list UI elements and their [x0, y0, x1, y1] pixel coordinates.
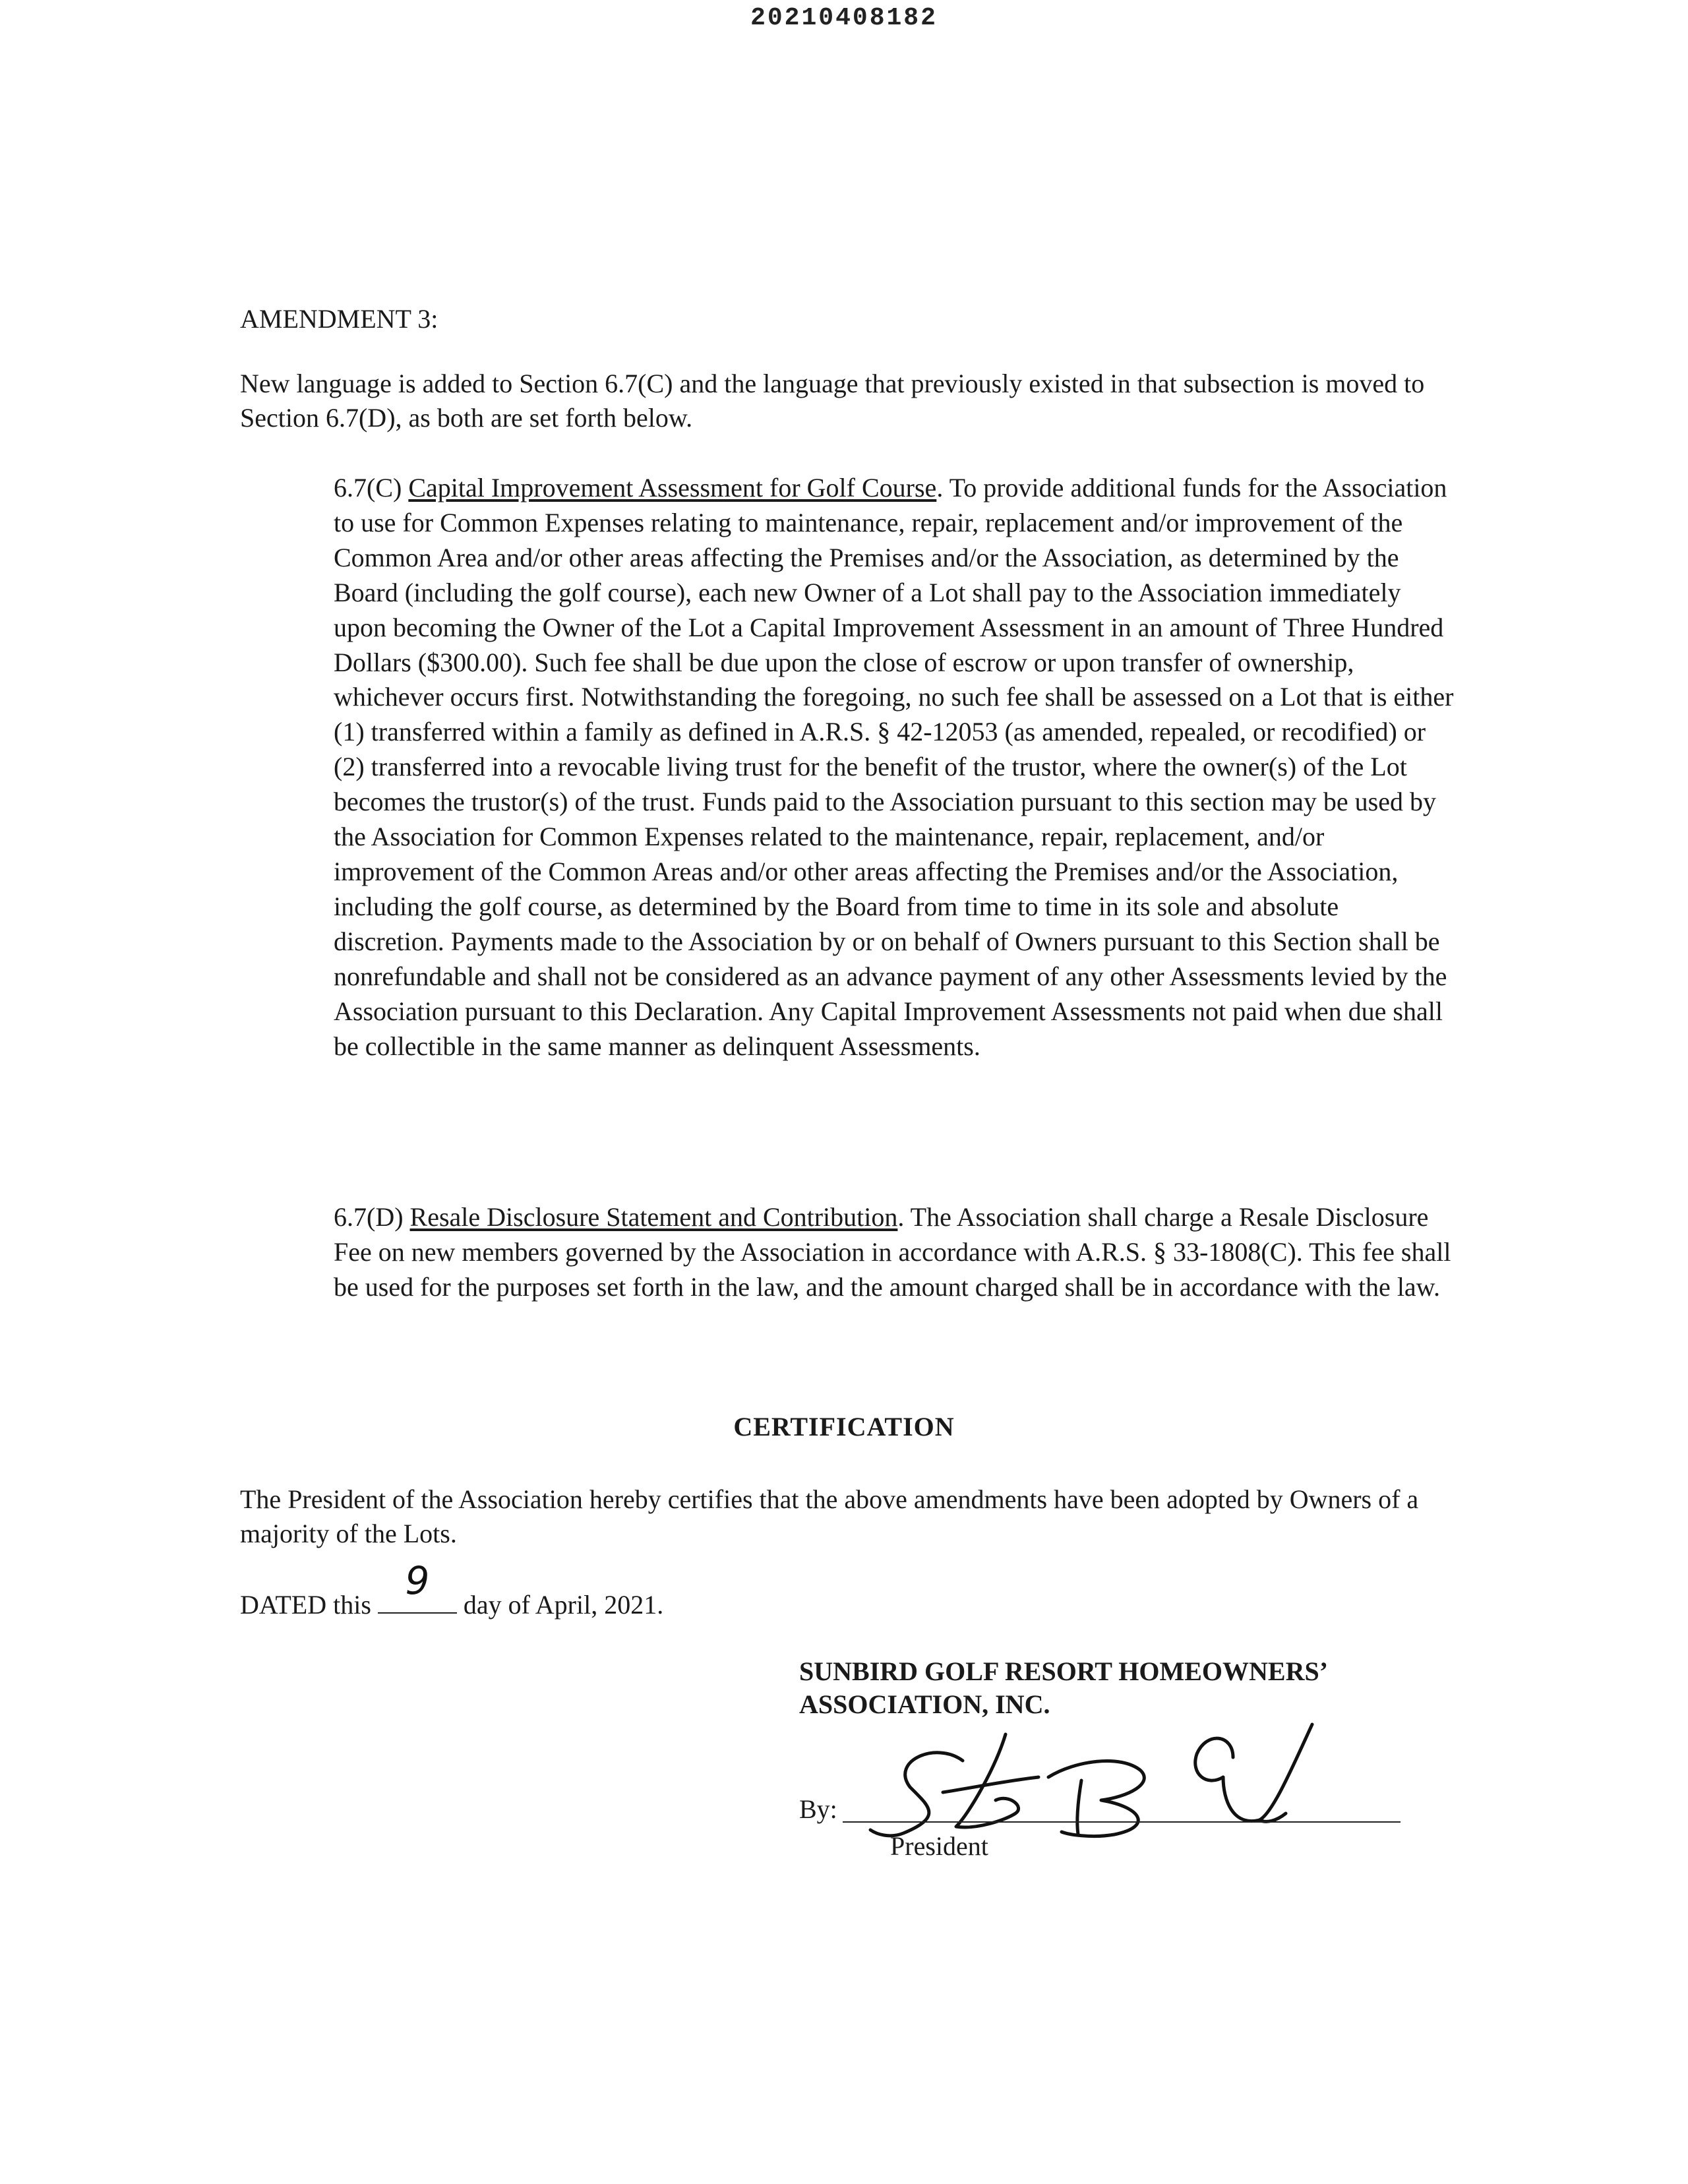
certification-title: CERTIFICATION [733, 1412, 955, 1441]
day-blank [378, 1558, 457, 1614]
section-d-title: Resale Disclosure Statement and Contribution [409, 1202, 898, 1232]
dated-suffix: day of April, 2021. [463, 1590, 664, 1620]
signature-line [843, 1821, 1401, 1823]
organization-line-1: SUNBIRD GOLF RESORT HOMEOWNERS’ [799, 1656, 1329, 1686]
section-d-number: 6.7(D) [334, 1202, 404, 1232]
document-number: 20210408182 [750, 4, 938, 32]
amendment-heading: AMENDMENT 3: [240, 304, 438, 334]
section-c-body: . To provide additional funds for the Association to use for Common Expenses relating to maintenance, repair, replacement and/or improvement of the Common Area and/or other areas affecting the Premises and/or the Association, as determined by the Board (including the golf course), each new Owner of a Lot shall pay to the Association immediately upon becoming the Owner of the Lot a Capital Improvement Assessment in an amount of Three Hundred Dollars ($300.00). Such fee shall be due upon the close of escrow or upon transfer of ownership, whichever occurs first. Notwithstanding the foregoing, no such fee shall be assessed on a Lot that is either (1) transferred within a family as defined in A.R.S. § 42-12053 (as amended, repealed, or recodified) or (2) transferred into a revocable living trust for the benefit of the trustor, where the owner(s) of the Lot becomes the trustor(s) of the trust. Funds paid to the Association pursuant to this section may be used by the Association for Common Expenses related to the maintenance, repair, replacement, and/or improvement of the Common Areas and/or other areas affecting the Premises and/or the Association, including the golf course, as determined by the Board from time to time in its sole and absolute discretion. Payments made to the Association by or on behalf of Owners pursuant to this Section shall be nonrefundable and shall not be considered as an advance payment of any other Assessments levied by the Association pursuant to this Declaration. Any Capital Improvement Assessments not paid when due shall be collectible in the same manner as delinquent Assessments. [334, 473, 1454, 1061]
by-label: By: [799, 1794, 837, 1824]
section-c-number: 6.7(C) [334, 473, 402, 502]
intro-paragraph: New language is added to Section 6.7(C) and the language that previously existed in that subsection is moved to Section 6.7(D), as both are set forth below. [240, 369, 1425, 433]
organization-line-2: ASSOCIATION, INC. [799, 1689, 1050, 1719]
section-6-7-d [334, 1200, 1455, 1305]
dated-line [240, 1558, 664, 1622]
dated-prefix: DATED this [240, 1590, 371, 1620]
section-c-title: Capital Improvement Assessment for Golf Course [408, 473, 937, 502]
day-value: 9 [405, 1558, 430, 1603]
organization-name [799, 1655, 1459, 1721]
signer-title: President [890, 1831, 988, 1861]
section-d-body: . The Association shall charge a Resale Disclosure Fee on new members governed by the Association in accordance with A.R.S. § 33-1808(C). This fee shall be used for the purposes set forth in the law, and the amount charged shall be in accordance with the law. [334, 1202, 1451, 1302]
section-6-7-c [334, 471, 1455, 1064]
certification-text: The President of the Association hereby certifies that the above amendments have been adopted by Owners of a majority of the Lots. [240, 1484, 1419, 1548]
